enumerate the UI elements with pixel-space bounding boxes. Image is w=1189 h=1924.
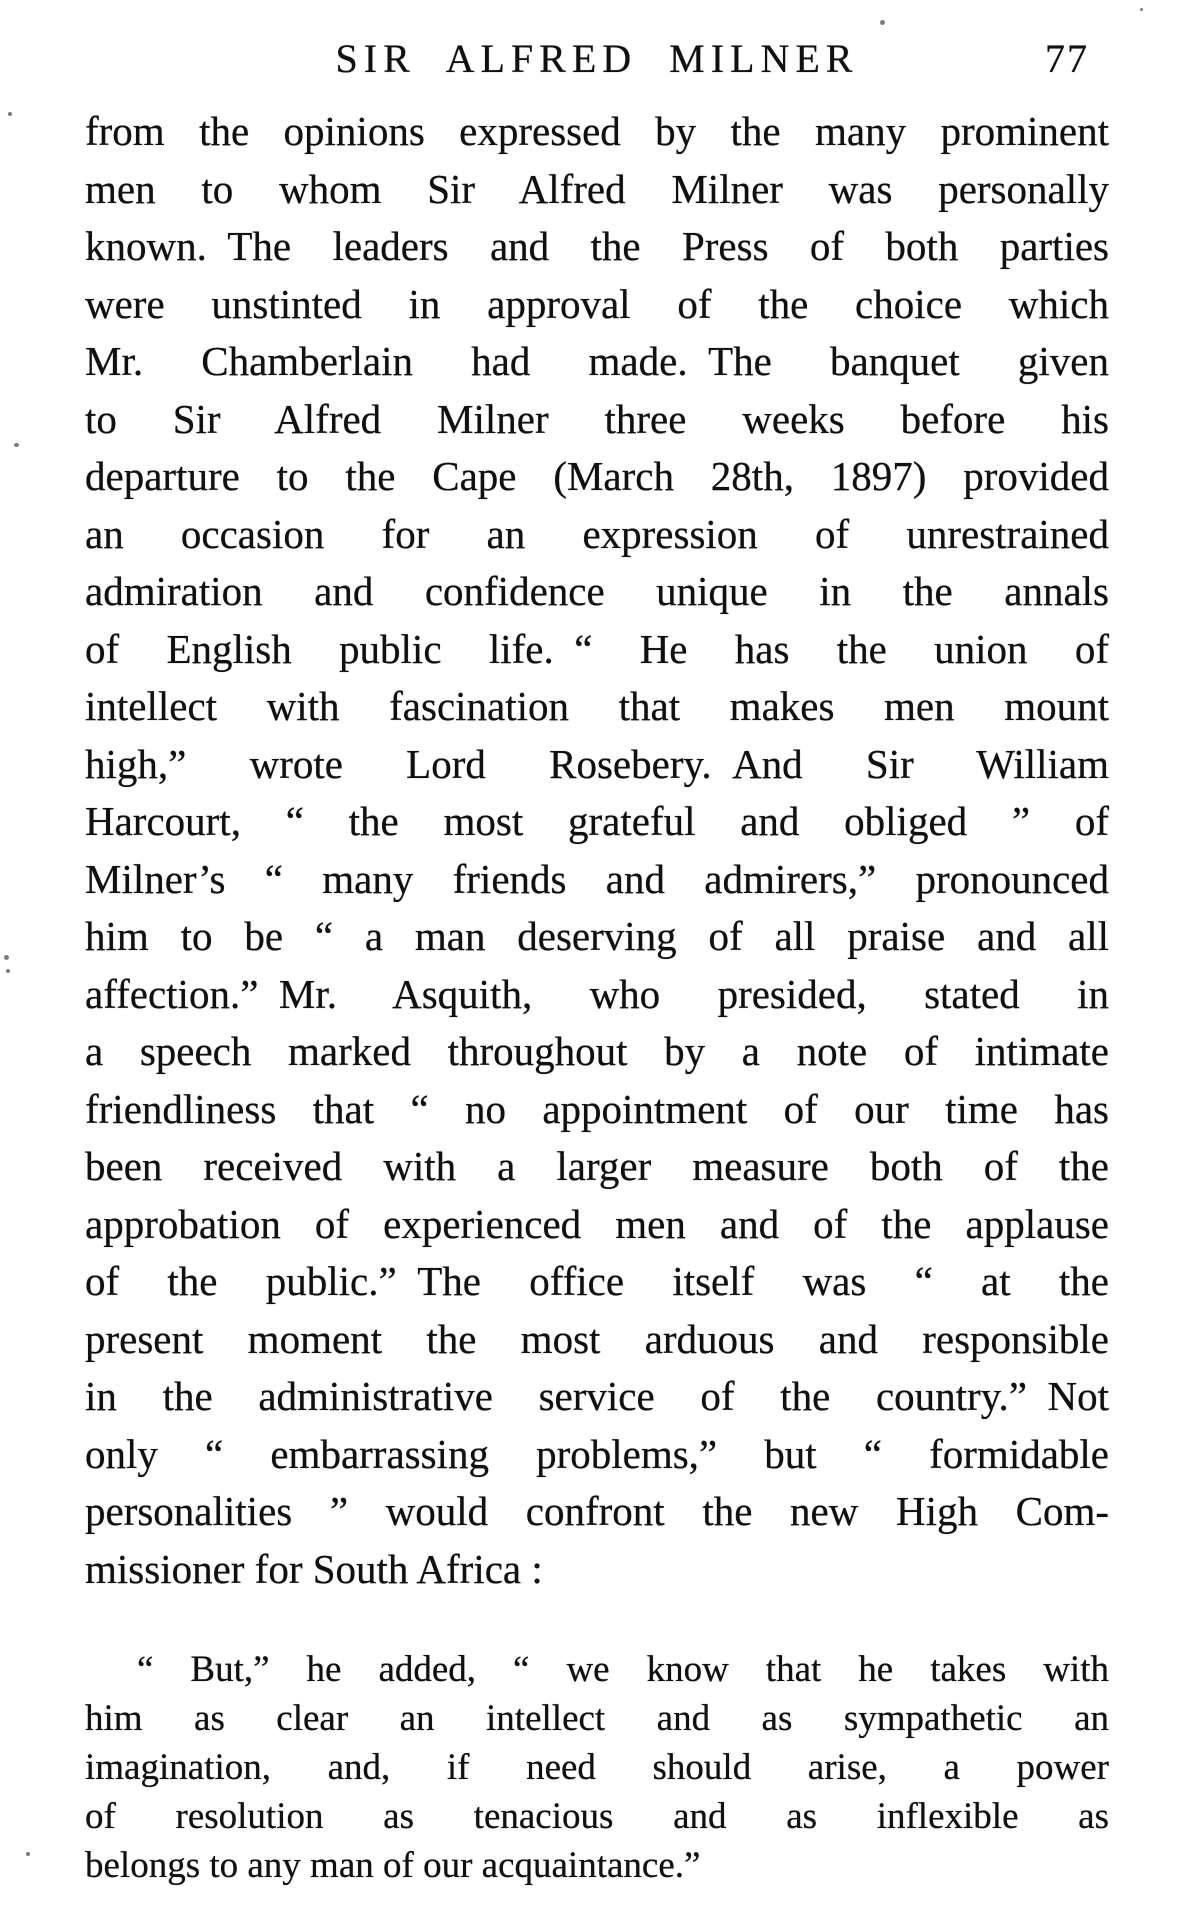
block-quote bbox=[85, 1645, 1109, 1890]
scan-speck bbox=[14, 443, 19, 447]
text-line: in the administrative service of the country.” Not bbox=[85, 1373, 1109, 1419]
text-line: were unstinted in approval of the choice which bbox=[85, 280, 1109, 327]
text-line: Milner’s “ many friends and admirers,” pronounced bbox=[85, 855, 1109, 902]
text-line: high,” wrote Lord Rosebery. And Sir William bbox=[85, 740, 1109, 787]
text-line: an occasion for an expression of unrestrained bbox=[85, 510, 1109, 557]
quote-line: him as clear an intellect and as sympathetic an bbox=[85, 1698, 1109, 1739]
text-line: missioner for South Africa : bbox=[85, 1545, 543, 1592]
scan-speck bbox=[4, 955, 9, 960]
quote-line: of resolution as tenacious and as inflexible as bbox=[85, 1796, 1109, 1837]
text-line: been received with a larger measure both of the bbox=[85, 1143, 1109, 1189]
text-line: from the opinions expressed by the many prominent bbox=[85, 108, 1109, 154]
text-line: present moment the most arduous and responsible bbox=[85, 1315, 1109, 1362]
text-line: approbation of experienced men and of the applause bbox=[85, 1200, 1109, 1247]
scan-speck bbox=[1140, 8, 1143, 11]
scan-speck bbox=[6, 969, 10, 973]
text-line: affection.” Mr. Asquith, who presided, stated in bbox=[85, 970, 1109, 1017]
scan-speck bbox=[880, 20, 885, 25]
scan-speck bbox=[26, 1852, 30, 1856]
text-line: of the public.” The office itself was “ at the bbox=[85, 1258, 1109, 1304]
scan-speck bbox=[8, 112, 12, 116]
text-line: known. The leaders and the Press of both parties bbox=[85, 223, 1109, 269]
text-line: friendliness that “ no appointment of our time has bbox=[85, 1085, 1109, 1132]
text-line: only “ embarrassing problems,” but “ formidable bbox=[85, 1430, 1109, 1477]
page-header bbox=[85, 36, 1109, 82]
text-line: intellect with fascination that makes men mount bbox=[85, 683, 1109, 729]
quote-line: belongs to any man of our acquaintance.” bbox=[85, 1845, 701, 1886]
text-line: admiration and confidence unique in the annals bbox=[85, 568, 1109, 614]
text-line: Mr. Chamberlain had made. The banquet given bbox=[85, 338, 1109, 384]
quote-line: imagination, and, if need should arise, a power bbox=[85, 1747, 1109, 1788]
page-number: 77 bbox=[1045, 36, 1089, 81]
text-line: departure to the Cape (March 28th, 1897) provided bbox=[85, 453, 1109, 499]
text-line: men to whom Sir Alfred Milner was personally bbox=[85, 165, 1109, 212]
body-paragraph bbox=[85, 103, 1109, 1598]
text-line: him to be “ a man deserving of all praise and all bbox=[85, 913, 1109, 959]
quote-line: “ But,” he added, “ we know that he takes with bbox=[137, 1649, 1109, 1690]
text-line: Harcourt, “ the most grateful and obliged ” of bbox=[85, 798, 1109, 844]
text-line: of English public life. “ He has the union of bbox=[85, 625, 1109, 672]
running-title: SIR ALFRED MILNER bbox=[335, 36, 859, 81]
text-line: a speech marked throughout by a note of intimate bbox=[85, 1028, 1109, 1074]
text-line: to Sir Alfred Milner three weeks before his bbox=[85, 395, 1109, 442]
text-line: personalities ” would confront the new High Com- bbox=[85, 1488, 1109, 1534]
